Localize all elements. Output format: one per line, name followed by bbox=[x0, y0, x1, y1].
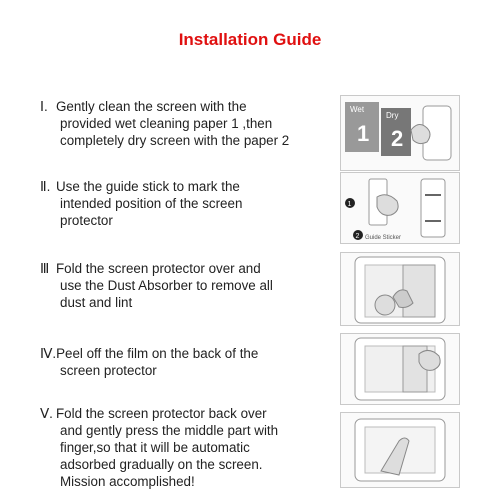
step-line: provided wet cleaning paper 1 ,then bbox=[60, 116, 273, 131]
step-1-illustration bbox=[340, 95, 460, 171]
step-number: Ⅱ. bbox=[40, 179, 51, 194]
step-line: Fold the screen protector back over bbox=[56, 406, 267, 421]
step-3-illustration bbox=[340, 252, 460, 326]
page-title: Installation Guide bbox=[178, 30, 322, 49]
step-number: Ⅳ. bbox=[40, 346, 57, 361]
phone-outline bbox=[421, 179, 445, 237]
step-number: Ⅰ. bbox=[40, 99, 48, 114]
step-line: Peel off the film on the back of the bbox=[56, 346, 259, 361]
step-line: screen protector bbox=[60, 363, 157, 378]
step-number: Ⅲ bbox=[40, 261, 50, 276]
step-5 bbox=[40, 405, 335, 490]
step-line: Use the guide stick to mark the bbox=[56, 179, 240, 194]
step-4 bbox=[40, 345, 335, 379]
marker-1-number: 1 bbox=[347, 201, 352, 208]
step-line: Fold the screen protector over and bbox=[56, 261, 261, 276]
step-line: use the Dust Absorber to remove all bbox=[60, 278, 273, 293]
dry-label: Dry bbox=[386, 111, 399, 120]
finger-icon bbox=[377, 195, 398, 216]
step-line: adsorbed gradually on the screen. bbox=[60, 457, 263, 472]
step-line: and gently press the middle part with bbox=[60, 423, 279, 438]
step-line: dust and lint bbox=[60, 295, 133, 310]
step-line: completely dry screen with the paper 2 bbox=[60, 133, 290, 148]
step-2-illustration bbox=[340, 172, 460, 244]
wet-number: 1 bbox=[357, 121, 370, 146]
wet-label: Wet bbox=[350, 105, 365, 114]
step-2 bbox=[40, 178, 335, 229]
step-line: Gently clean the screen with the bbox=[56, 99, 247, 114]
marker-2-number: 2 bbox=[355, 233, 360, 240]
dust-absorber-icon bbox=[375, 295, 395, 315]
step-3 bbox=[40, 260, 335, 311]
step-line: Mission accomplished! bbox=[60, 474, 195, 489]
step-line: intended position of the screen bbox=[60, 196, 243, 211]
guide-sticker-label: Guide Sticker bbox=[365, 235, 402, 241]
step-5-illustration bbox=[340, 412, 460, 488]
step-1 bbox=[40, 98, 335, 149]
step-line: protector bbox=[60, 213, 113, 228]
step-line: finger,so that it will be automatic bbox=[60, 440, 250, 455]
dry-number: 2 bbox=[391, 126, 404, 151]
folded-protector bbox=[403, 265, 435, 317]
step-4-illustration bbox=[340, 333, 460, 405]
step-number: Ⅴ. bbox=[40, 406, 53, 421]
